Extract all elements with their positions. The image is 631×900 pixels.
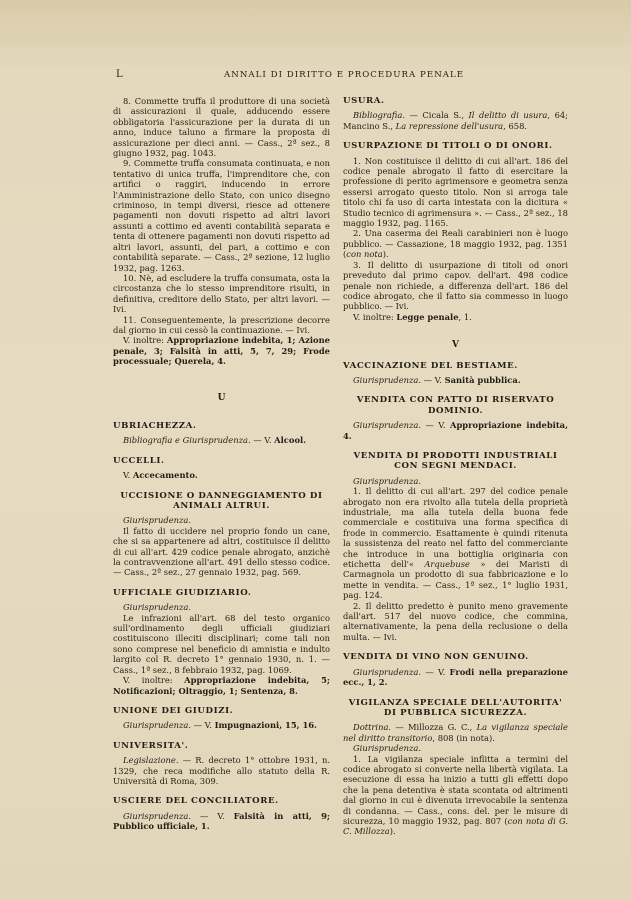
vaccinazione-sub: Giurisprudenza. <box>353 374 422 385</box>
ubriachezza-refs-dash: — V. <box>250 435 275 446</box>
usurpazione-2i: con nota <box>346 249 383 260</box>
entry-10: 10. Nè, ad escludere la truffa consumata, osta la circostanza che lo stesso imprenditore risulti, in definitiva, creditore dello Stato, per altri lavori. — Ivi. <box>113 272 330 315</box>
heading-usciere: USCIERE DEL CONCILIATORE. <box>113 796 279 807</box>
ufficiale-text: Le infrazioni all'art. 68 del testo organico sull'ordinamento degli ufficiali giudiziari costituiscono illeciti disciplinari; come tali non sono comprese nel beneficio di amnistia e indulto largito col R. decreto 1° gennaio 1930, n. 1. — Cass., 1ª sez., 8 febbraio 1932, pag. 1069. <box>113 612 330 675</box>
vendita-vino-dash: — V. <box>421 666 450 677</box>
uccelli-refs-prefix: V. <box>123 470 133 481</box>
ubriachezza-refs-label: Bibliografia e Giurisprudenza. <box>123 435 251 446</box>
vendita-prodotti-1b: » dei Maristi di Carmagnola un prodotto di sua fabbricazione e lo mette in vendita. — Cass., 1ª sez., 1° luglio 1931, pag. 124. <box>343 559 568 601</box>
universita-body: — R. decreto 1° ottobre 1931, n. 1329, che reca modifiche allo statuto della R. Università di Roma, 309. <box>113 755 330 786</box>
heading-vaccinazione: VACCINAZIONE DEL BESTIAME. <box>343 360 518 371</box>
usura-t3: , 658. <box>503 120 528 131</box>
vendita-vino-sub: Giurisprudenza. <box>353 666 422 677</box>
universita-sub: Legislazione. <box>123 755 179 766</box>
uccisione-sub: Giurisprudenza. <box>123 515 192 526</box>
ubriachezza-refs <box>113 435 330 445</box>
vigilanza-sub2: Giurisprudenza. <box>353 743 422 754</box>
vigilanza-i1: La vigilanza speciale nel diritto transitorio <box>343 722 568 743</box>
vigilanza-t2: , 808 (in nota). <box>432 732 495 743</box>
vendita-patto-refs <box>343 420 568 441</box>
entry-9: 9. Commette truffa consumata continuata, e non tentativo di unica truffa, l'imprenditore che, con artifici o raggiri, inducendo in errore l'Amministrazione dello Stato, con unico disegno criminoso, in tempi diversi, riesce ad ottenere pagamenti non dovuti rispetto ad altri lavori assunti a cottimo ed aventi contabilità separata e tenta di ottenere pagamenti non dovuti rispetto ad altri lavori, assunti, del pari, a cottimo e con contabilità separate. — Cass., 2ª sezione, 12 luglio 1932, pag. 1263. <box>113 158 330 273</box>
usura-biblio <box>343 110 568 131</box>
vendita-vino-refs <box>343 667 568 688</box>
usura-sub: Bibliografia. <box>353 110 405 121</box>
vendita-patto-sub: Giurisprudenza. <box>353 420 422 431</box>
vendita-patto-dash: — V. <box>421 420 450 431</box>
entry-11: 11. Conseguentemente, la prescrizione decorre dal giorno in cui cessò la continuazione. — Ivi. <box>113 314 330 335</box>
vendita-prodotti-2: 2. Il delitto predetto è punito meno gravemente dall'art. 517 del nuovo codice, che commina, alternativamente, la pena della reclusione o della multa. — Ivi. <box>343 600 568 642</box>
uccisione-text: Il fatto di uccidere nel proprio fondo un cane, che si sa appartenere ad altri, costituisce il delitto di cui all'art. 429 codice penale abrogato, anzichè la contravvenzione all'art. 491 dello stesso codice. — Cass., 2ª sez., 27 gennaio 1932, pag. 569. <box>113 525 330 578</box>
usciere-sub: Giurisprudenza. <box>123 810 192 821</box>
uccelli-refs <box>113 470 330 480</box>
heading-vigilanza: VIGILANZA SPECIALE DELL'AUTORITA' DI PUBBLICA SICUREZZA. <box>348 697 563 718</box>
heading-vendita-patto: VENDITA CON PATTO DI RISERVATO DOMINIO. <box>356 395 555 416</box>
usurpazione-see-ref: Legge penale <box>396 311 459 322</box>
vendita-vino-target: Frodi nella preparazione ecc., 1, 2. <box>343 666 568 688</box>
vendita-prodotti-1i: Arquebuse <box>424 559 470 570</box>
vendita-prodotti-sub: Giurisprudenza. <box>353 475 422 486</box>
heading-vendita-vino: VENDITA DI VINO NON GENUINO. <box>343 652 529 663</box>
page-folio: L <box>116 69 124 80</box>
unione-refs <box>113 720 330 730</box>
usura-t2: , 64; Mancino S., <box>343 110 568 131</box>
vigilanza-1 <box>343 754 568 837</box>
ufficiale-see-also <box>113 675 330 696</box>
ufficiale-see-refs: Appropriazione indebita, 5; Notificazioni; Oltraggio, 1; Sentenza, 8. <box>113 675 330 696</box>
section-letter-v: V <box>452 340 459 351</box>
vigilanza-1i: con nota di G. C. Millozza <box>343 815 569 837</box>
vendita-patto-target: Appropriazione indebita, 4. <box>343 420 568 441</box>
vigilanza-1a: 1. La vigilanza speciale inflitta a termini del codice abrogato si converte nella libertà vigilata. La esecuzione di essa ha inizio a tutti gli effetti dopo che la pena detentiva è stata scontata od altrimenti dal giorno in cui è divenuta irrevocabile la sentenza di condanna. — Cass., cons. del. per le misure di sicurezza, 10 maggio 1932, pag. 807 ( <box>343 753 568 826</box>
ufficiale-see-prefix: V. inoltre: <box>123 675 173 686</box>
vigilanza-sub1: Dottrina. <box>353 722 392 733</box>
section-letter-u: U <box>217 392 226 403</box>
heading-uccelli: UCCELLI. <box>113 455 165 466</box>
ubriachezza-refs-target: Alcool. <box>274 435 307 446</box>
usurpazione-see-prefix: V. inoltre: <box>353 311 397 322</box>
heading-unione: UNIONE DEI GIUDIZI. <box>113 705 234 716</box>
heading-ubriachezza: UBRIACHEZZA. <box>113 420 197 431</box>
usurpazione-see-tail: , 1. <box>458 311 472 322</box>
unione-dash: — V. <box>191 720 215 731</box>
see-also-refs: Appropriazione indebita, 1; Azione penale, 3; Falsità in atti, 5, 7, 29; Frode processuale; Querela, 4. <box>113 335 330 367</box>
usurpazione-2b: ). <box>382 249 389 260</box>
unione-target: Impugnazioni, 15, 16. <box>214 720 317 731</box>
running-header <box>0 69 631 83</box>
heading-ufficiale: UFFICIALE GIUDIZIARIO. <box>113 587 252 598</box>
entry-8: 8. Commette truffa il produttore di una società di assicurazioni il quale, adducendo essere obbligatoria l'assicurazione per la durata di un anno, induce taluno a firmare la proposta di assicurazione per dieci anni. — Cass., 2ª sez., 8 giugno 1932, pag. 1043. <box>113 96 330 159</box>
heading-usura: USURA. <box>343 96 385 106</box>
heading-universita: UNIVERSITA'. <box>113 740 189 751</box>
usurpazione-2a: 2. Una caserma dei Reali carabinieri non è luogo pubblico. — Cassazione, 18 maggio 1932, pag. 1351 ( <box>343 228 568 260</box>
unione-sub: Giurisprudenza. <box>123 720 192 731</box>
right-column <box>343 96 568 837</box>
usurpazione-1: 1. Non costituisce il delitto di cui all'art. 186 del codice penale abrogato il fatto di esercitare la professione di perito agrimensore e geometra senza essersi arrogato questo titolo. Non si arroga tale titolo chi fa uso di carta intestata con la dicitura « Studio tecnico di agrimensura ». — Cass., 2ª sez., 18 maggio 1932, pag. 1165. <box>343 155 568 229</box>
vaccinazione-dash: — V. <box>421 374 445 385</box>
usura-t1: — Cicala S., <box>405 110 469 121</box>
usura-i2: La repressione dell'usura <box>395 120 504 131</box>
usura-i1: Il delitto di usura <box>468 110 548 121</box>
left-column <box>113 96 330 832</box>
uccelli-refs-target: Accecamento. <box>132 470 198 481</box>
heading-usurpazione: USURPAZIONE DI TITOLI O DI ONORI. <box>343 141 553 152</box>
usurpazione-see <box>343 312 568 322</box>
vaccinazione-refs <box>343 375 568 385</box>
vendita-prodotti-1a: 1. Il delitto di cui all'art. 297 del codice penale abrogato non era rivolto alla tutela della proprietà industriale, ma alla tutela della buona fede commerciale e costituiva una forma specifica di frode in commercio. Esattamente è quindi ritenuta la sussistenza del reato nel fatto del commerciante che introduce in una bottiglia originaria con etichetta dell'« <box>343 486 568 570</box>
see-also <box>113 335 330 366</box>
see-also-prefix: V. inoltre: <box>123 335 164 346</box>
heading-vendita-prodotti: VENDITA DI PRODOTTI INDUSTRIALI CON SEGNI MENDACI. <box>353 450 558 472</box>
vigilanza-t1: — Millozza G. C., <box>391 722 477 733</box>
universita-text <box>113 755 330 786</box>
usciere-refs <box>113 811 330 832</box>
heading-uccisione: UCCISIONE O DANNEGGIAMENTO DI ANIMALI ALTRUI. <box>120 490 323 511</box>
usciere-target: Falsità in atti, 9; Pubblico ufficiale, 1. <box>113 810 330 832</box>
usurpazione-3: 3. Il delitto di usurpazione di titoli od onori preveduto dal primo capov. dell'art. 498 codice penale non richiede, a differenza dell'art. 186 del codice abrogato, che il fatto sia commesso in luogo pubblico. — Ivi. <box>343 259 568 312</box>
usurpazione-2 <box>343 228 568 259</box>
vaccinazione-target: Sanità pubblica. <box>444 374 521 385</box>
vendita-prodotti-1 <box>343 486 568 600</box>
vigilanza-1b: ). <box>389 826 396 837</box>
ufficiale-sub: Giurisprudenza. <box>123 602 192 613</box>
usciere-dash: — V. <box>191 810 234 821</box>
vigilanza-dottrina <box>343 722 568 743</box>
journal-title: ANNALI DI DIRITTO E PROCEDURA PENALE <box>224 70 465 80</box>
